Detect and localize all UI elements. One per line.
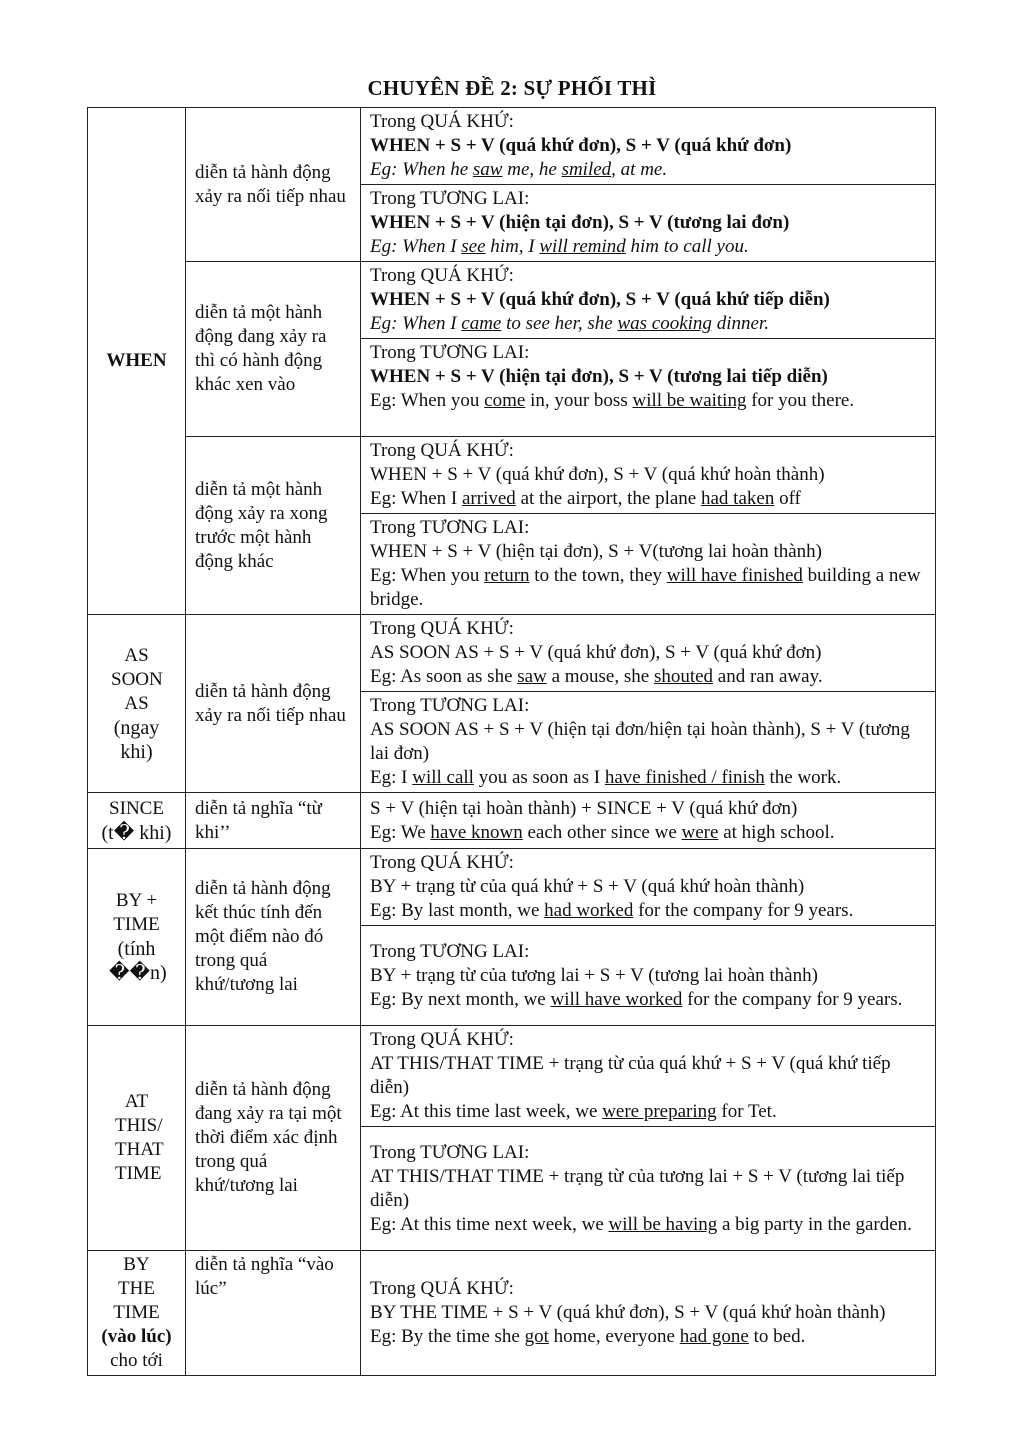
table-row (88, 108, 936, 185)
meaning-cell: diễn tả một hành động xảy ra xong trước một hành động khác (186, 437, 361, 615)
meaning-cell: diễn tả hành động đang xảy ra tại một thời điểm xác định trong quá khứ/tương lai (186, 1026, 361, 1251)
example-cell (361, 108, 936, 185)
tense-heading: Trong TƯƠNG LAI: (370, 517, 530, 538)
keyword-gloss: (ngay khi) (113, 716, 160, 763)
meaning-cell: diễn tả nghĩa “từ khi’’ (186, 793, 361, 849)
formula-text: WHEN + S + V (hiện tại đơn), S + V(tương lai hoàn thành) (370, 541, 822, 562)
keyword-cell-at-time (88, 1026, 186, 1251)
tense-heading: Trong TƯƠNG LAI: (370, 1141, 530, 1163)
example-cell (361, 926, 936, 1026)
meaning-cell: diễn tả hành động xảy ra nối tiếp nhau (186, 615, 361, 793)
keyword-text: SINCE (109, 797, 164, 819)
tense-heading: Trong QUÁ KHỨ: (370, 1029, 514, 1050)
example-cell (361, 514, 936, 615)
example-sentence: Eg: At this time next week, we will be having a big party in the garden. (370, 1213, 912, 1235)
example-cell (361, 1026, 936, 1127)
example-cell (361, 692, 936, 793)
keyword-gloss: (tính ��n) (109, 938, 167, 984)
formula-text: AS SOON AS + S + V (quá khứ đơn), S + V (quá khứ đơn) (370, 642, 822, 663)
tense-heading: Trong QUÁ KHỨ: (370, 1278, 514, 1299)
formula-text: WHEN + S + V (quá khứ đơn), S + V (quá khứ hoàn thành) (370, 464, 825, 485)
table-row (88, 1251, 936, 1376)
keyword-gloss: (vào lúc) (101, 1326, 172, 1347)
tense-heading: Trong QUÁ KHỨ: (370, 440, 514, 461)
tense-heading: Trong TƯƠNG LAI: (370, 342, 530, 363)
formula-text: BY + trạng từ của quá khứ + S + V (quá khứ hoàn thành) (370, 876, 805, 897)
keyword-text: WHEN (106, 350, 167, 371)
example-cell (361, 339, 936, 437)
keyword-cell-when (88, 108, 186, 615)
tense-heading: Trong QUÁ KHỨ: (370, 265, 514, 286)
table-row (88, 793, 936, 849)
tense-heading: Trong TƯƠNG LAI: (370, 188, 530, 209)
formula-text: WHEN + S + V (hiện tại đơn), S + V (tương lai tiếp diễn) (370, 366, 828, 387)
formula-text: AT THIS/THAT TIME + trạng từ của tương lai + S + V (tương lai tiếp diễn) (370, 1165, 905, 1211)
example-sentence: Eg: When you come in, your boss will be waiting for you there. (370, 390, 855, 411)
keyword-cell-since (88, 793, 186, 849)
grammar-table (87, 107, 936, 1376)
example-sentence: Eg: When you return to the town, they will have finished building a new bridge. (370, 565, 921, 610)
tense-heading: Trong QUÁ KHỨ: (370, 852, 514, 873)
meaning-cell: diễn tả hành động xảy ra nối tiếp nhau (186, 108, 361, 262)
formula-text: WHEN + S + V (quá khứ đơn), S + V (quá khứ tiếp diễn) (370, 289, 830, 310)
tense-heading: Trong TƯƠNG LAI: (370, 695, 530, 716)
example-cell (361, 615, 936, 692)
table-row (88, 615, 936, 692)
keyword-text: AT THIS/ THAT TIME (115, 1091, 164, 1184)
page-title: CHUYÊN ĐỀ 2: SỰ PHỐI THÌ (367, 76, 657, 100)
keyword-text: BY THE TIME (113, 1254, 160, 1323)
example-sentence: Eg: By the time she got home, everyone had gone to bed. (370, 1326, 806, 1347)
keyword-gloss: (t� khi) (101, 821, 172, 844)
example-sentence: Eg: When he saw me, he smiled, at me. (370, 159, 668, 180)
keyword-cell-by-time (88, 849, 186, 1026)
example-sentence: Eg: When I see him, I will remind him to call you. (370, 236, 749, 257)
example-sentence: Eg: By next month, we will have worked for the company for 9 years. (370, 988, 903, 1010)
formula-text: AT THIS/THAT TIME + trạng từ của quá khứ + S + V (quá khứ tiếp diễn) (370, 1053, 891, 1098)
table-row (88, 437, 936, 514)
example-cell (361, 793, 936, 849)
tense-heading: Trong QUÁ KHỨ: (370, 111, 514, 132)
example-sentence: Eg: At this time last week, we were preparing for Tet. (370, 1101, 777, 1122)
keyword-cell-by-the-time (88, 1251, 186, 1376)
table-row (88, 262, 936, 339)
meaning-cell: diễn tả một hành động đang xảy ra thì có hành động khác xen vào (186, 262, 361, 437)
example-sentence: Eg: We have known each other since we were at high school. (370, 821, 835, 843)
keyword-text: BY + TIME (113, 890, 160, 935)
formula-text: BY THE TIME + S + V (quá khứ đơn), S + V (quá khứ hoàn thành) (370, 1302, 886, 1323)
example-sentence: Eg: As soon as she saw a mouse, she shouted and ran away. (370, 666, 823, 687)
example-cell (361, 849, 936, 926)
tense-heading: Trong QUÁ KHỨ: (370, 618, 514, 639)
keyword-gloss-2: cho tới (110, 1350, 163, 1371)
example-sentence: Eg: When I came to see her, she was cooking dinner. (370, 313, 769, 334)
formula-text: S + V (hiện tại hoàn thành) + SINCE + V (quá khứ đơn) (370, 797, 798, 819)
meaning-cell: diễn tả hành động kết thúc tính đến một điểm nào đó trong quá khứ/tương lai (186, 849, 361, 1026)
keyword-text: AS SOON AS (111, 644, 163, 714)
table-row (88, 849, 936, 926)
tense-heading: Trong TƯƠNG LAI: (370, 940, 530, 962)
example-cell (361, 1251, 936, 1376)
formula-text: AS SOON AS + S + V (hiện tại đơn/hiện tại hoàn thành), S + V (tương lai đơn) (370, 719, 910, 764)
example-sentence: Eg: I will call you as soon as I have finished / finish the work. (370, 767, 842, 788)
example-cell (361, 437, 936, 514)
example-cell (361, 262, 936, 339)
table-row (88, 1026, 936, 1127)
meaning-cell: diễn tả nghĩa “vào lúc” (186, 1251, 361, 1376)
example-cell (361, 1127, 936, 1251)
example-cell (361, 185, 936, 262)
example-sentence: Eg: When I arrived at the airport, the plane had taken off (370, 488, 801, 509)
example-sentence: Eg: By last month, we had worked for the company for 9 years. (370, 900, 854, 921)
formula-text: BY + trạng từ của tương lai + S + V (tương lai hoàn thành) (370, 964, 818, 986)
formula-text: WHEN + S + V (quá khứ đơn), S + V (quá khứ đơn) (370, 135, 792, 156)
keyword-cell-as-soon-as (88, 615, 186, 793)
formula-text: WHEN + S + V (hiện tại đơn), S + V (tương lai đơn) (370, 212, 790, 233)
